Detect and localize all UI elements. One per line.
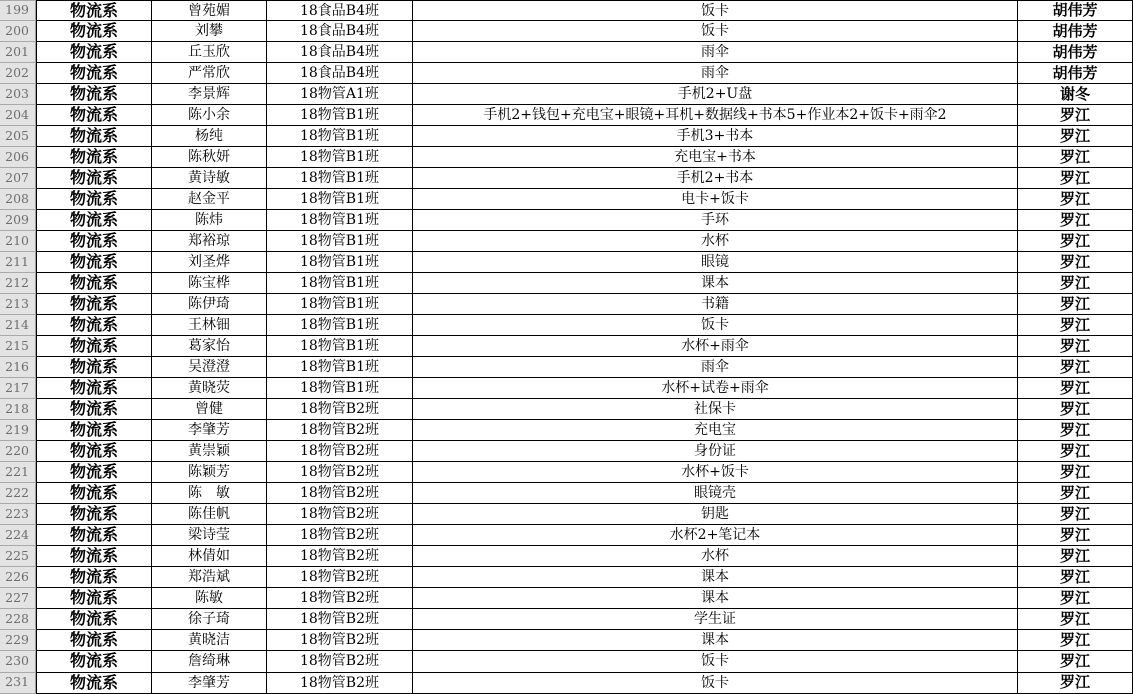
items-cell[interactable]: 水杯2+笔记本	[413, 525, 1018, 546]
dept-cell[interactable]: 物流系	[36, 399, 152, 420]
items-cell[interactable]: 水杯+试卷+雨伞	[413, 378, 1018, 399]
items-cell[interactable]: 水杯+雨伞	[413, 336, 1018, 357]
dept-cell[interactable]: 物流系	[36, 0, 152, 21]
class-cell[interactable]: 18物管B2班	[267, 483, 413, 504]
name-cell[interactable]: 刘圣烨	[152, 252, 267, 273]
items-cell[interactable]: 饭卡	[413, 673, 1018, 694]
handler-cell[interactable]: 罗江	[1018, 673, 1133, 694]
name-cell[interactable]: 李肇芳	[152, 420, 267, 441]
class-cell[interactable]: 18物管B1班	[267, 273, 413, 294]
row-number-cell[interactable]: 218	[0, 399, 36, 420]
name-cell[interactable]: 陈敏	[152, 588, 267, 609]
name-cell[interactable]: 林倩如	[152, 546, 267, 567]
dept-cell[interactable]: 物流系	[36, 630, 152, 651]
class-cell[interactable]: 18物管B1班	[267, 147, 413, 168]
class-cell[interactable]: 18物管B1班	[267, 189, 413, 210]
class-cell[interactable]: 18食品B4班	[267, 63, 413, 84]
dept-cell[interactable]: 物流系	[36, 126, 152, 147]
dept-cell[interactable]: 物流系	[36, 42, 152, 63]
name-cell[interactable]: 陈 敏	[152, 483, 267, 504]
items-cell[interactable]: 充电宝+书本	[413, 147, 1018, 168]
handler-cell[interactable]: 罗江	[1018, 504, 1133, 525]
row-number-cell[interactable]: 228	[0, 609, 36, 630]
class-cell[interactable]: 18物管B1班	[267, 168, 413, 189]
row-number-cell[interactable]: 212	[0, 273, 36, 294]
items-cell[interactable]: 水杯+饭卡	[413, 462, 1018, 483]
handler-cell[interactable]: 罗江	[1018, 168, 1133, 189]
dept-cell[interactable]: 物流系	[36, 504, 152, 525]
name-cell[interactable]: 曾苑媚	[152, 0, 267, 21]
class-cell[interactable]: 18物管B2班	[267, 441, 413, 462]
items-cell[interactable]: 饭卡	[413, 0, 1018, 21]
handler-cell[interactable]: 罗江	[1018, 630, 1133, 651]
row-number-cell[interactable]: 217	[0, 378, 36, 399]
row-number-cell[interactable]: 230	[0, 651, 36, 672]
handler-cell[interactable]: 罗江	[1018, 588, 1133, 609]
row-number-cell[interactable]: 199	[0, 0, 36, 21]
items-cell[interactable]: 手环	[413, 210, 1018, 231]
dept-cell[interactable]: 物流系	[36, 441, 152, 462]
handler-cell[interactable]: 罗江	[1018, 483, 1133, 504]
class-cell[interactable]: 18物管B2班	[267, 673, 413, 694]
dept-cell[interactable]: 物流系	[36, 336, 152, 357]
class-cell[interactable]: 18物管B1班	[267, 252, 413, 273]
items-cell[interactable]: 水杯	[413, 231, 1018, 252]
row-number-cell[interactable]: 225	[0, 546, 36, 567]
row-number-cell[interactable]: 227	[0, 588, 36, 609]
handler-cell[interactable]: 罗江	[1018, 546, 1133, 567]
name-cell[interactable]: 严常欣	[152, 63, 267, 84]
row-number-cell[interactable]: 210	[0, 231, 36, 252]
handler-cell[interactable]: 胡伟芳	[1018, 42, 1133, 63]
name-cell[interactable]: 吴澄澄	[152, 357, 267, 378]
items-cell[interactable]: 学生证	[413, 609, 1018, 630]
row-number-cell[interactable]: 208	[0, 189, 36, 210]
dept-cell[interactable]: 物流系	[36, 673, 152, 694]
row-number-cell[interactable]: 213	[0, 294, 36, 315]
row-number-cell[interactable]: 204	[0, 105, 36, 126]
items-cell[interactable]: 眼镜	[413, 252, 1018, 273]
class-cell[interactable]: 18物管B1班	[267, 210, 413, 231]
handler-cell[interactable]: 罗江	[1018, 420, 1133, 441]
items-cell[interactable]: 手机2+书本	[413, 168, 1018, 189]
handler-cell[interactable]: 罗江	[1018, 273, 1133, 294]
name-cell[interactable]: 陈炜	[152, 210, 267, 231]
handler-cell[interactable]: 罗江	[1018, 651, 1133, 672]
class-cell[interactable]: 18物管A1班	[267, 84, 413, 105]
handler-cell[interactable]: 罗江	[1018, 105, 1133, 126]
dept-cell[interactable]: 物流系	[36, 294, 152, 315]
name-cell[interactable]: 刘攀	[152, 21, 267, 42]
class-cell[interactable]: 18物管B2班	[267, 651, 413, 672]
items-cell[interactable]: 手机2+钱包+充电宝+眼镜+耳机+数据线+书本5+作业本2+饭卡+雨伞2	[413, 105, 1018, 126]
dept-cell[interactable]: 物流系	[36, 525, 152, 546]
row-number-cell[interactable]: 206	[0, 147, 36, 168]
dept-cell[interactable]: 物流系	[36, 546, 152, 567]
handler-cell[interactable]: 罗江	[1018, 315, 1133, 336]
row-number-cell[interactable]: 220	[0, 441, 36, 462]
items-cell[interactable]: 眼镜壳	[413, 483, 1018, 504]
row-number-cell[interactable]: 215	[0, 336, 36, 357]
dept-cell[interactable]: 物流系	[36, 609, 152, 630]
items-cell[interactable]: 课本	[413, 567, 1018, 588]
dept-cell[interactable]: 物流系	[36, 252, 152, 273]
class-cell[interactable]: 18物管B2班	[267, 462, 413, 483]
dept-cell[interactable]: 物流系	[36, 21, 152, 42]
row-number-cell[interactable]: 209	[0, 210, 36, 231]
class-cell[interactable]: 18物管B2班	[267, 588, 413, 609]
handler-cell[interactable]: 罗江	[1018, 357, 1133, 378]
items-cell[interactable]: 手机2+U盘	[413, 84, 1018, 105]
name-cell[interactable]: 李肇芳	[152, 673, 267, 694]
handler-cell[interactable]: 罗江	[1018, 378, 1133, 399]
row-number-cell[interactable]: 202	[0, 63, 36, 84]
class-cell[interactable]: 18物管B1班	[267, 357, 413, 378]
name-cell[interactable]: 赵金平	[152, 189, 267, 210]
row-number-cell[interactable]: 223	[0, 504, 36, 525]
row-number-cell[interactable]: 211	[0, 252, 36, 273]
class-cell[interactable]: 18食品B4班	[267, 0, 413, 21]
row-number-cell[interactable]: 205	[0, 126, 36, 147]
dept-cell[interactable]: 物流系	[36, 231, 152, 252]
handler-cell[interactable]: 谢冬	[1018, 84, 1133, 105]
name-cell[interactable]: 王林钿	[152, 315, 267, 336]
name-cell[interactable]: 陈秋妍	[152, 147, 267, 168]
class-cell[interactable]: 18物管B1班	[267, 315, 413, 336]
items-cell[interactable]: 水杯	[413, 546, 1018, 567]
dept-cell[interactable]: 物流系	[36, 588, 152, 609]
items-cell[interactable]: 充电宝	[413, 420, 1018, 441]
name-cell[interactable]: 杨纯	[152, 126, 267, 147]
handler-cell[interactable]: 罗江	[1018, 399, 1133, 420]
dept-cell[interactable]: 物流系	[36, 651, 152, 672]
dept-cell[interactable]: 物流系	[36, 273, 152, 294]
handler-cell[interactable]: 罗江	[1018, 294, 1133, 315]
items-cell[interactable]: 钥匙	[413, 504, 1018, 525]
name-cell[interactable]: 詹绮琳	[152, 651, 267, 672]
name-cell[interactable]: 陈宝桦	[152, 273, 267, 294]
handler-cell[interactable]: 罗江	[1018, 567, 1133, 588]
handler-cell[interactable]: 胡伟芳	[1018, 21, 1133, 42]
class-cell[interactable]: 18食品B4班	[267, 42, 413, 63]
class-cell[interactable]: 18食品B4班	[267, 21, 413, 42]
name-cell[interactable]: 葛家怡	[152, 336, 267, 357]
dept-cell[interactable]: 物流系	[36, 63, 152, 84]
class-cell[interactable]: 18物管B1班	[267, 231, 413, 252]
row-number-cell[interactable]: 231	[0, 673, 36, 694]
class-cell[interactable]: 18物管B2班	[267, 609, 413, 630]
handler-cell[interactable]: 罗江	[1018, 336, 1133, 357]
dept-cell[interactable]: 物流系	[36, 147, 152, 168]
dept-cell[interactable]: 物流系	[36, 357, 152, 378]
name-cell[interactable]: 郑裕琼	[152, 231, 267, 252]
class-cell[interactable]: 18物管B1班	[267, 126, 413, 147]
handler-cell[interactable]: 罗江	[1018, 147, 1133, 168]
dept-cell[interactable]: 物流系	[36, 378, 152, 399]
handler-cell[interactable]: 罗江	[1018, 441, 1133, 462]
items-cell[interactable]: 身份证	[413, 441, 1018, 462]
row-number-cell[interactable]: 200	[0, 21, 36, 42]
items-cell[interactable]: 雨伞	[413, 42, 1018, 63]
name-cell[interactable]: 黄诗敏	[152, 168, 267, 189]
name-cell[interactable]: 徐子琦	[152, 609, 267, 630]
row-number-cell[interactable]: 226	[0, 567, 36, 588]
dept-cell[interactable]: 物流系	[36, 567, 152, 588]
dept-cell[interactable]: 物流系	[36, 84, 152, 105]
class-cell[interactable]: 18物管B2班	[267, 567, 413, 588]
items-cell[interactable]: 书籍	[413, 294, 1018, 315]
row-number-cell[interactable]: 224	[0, 525, 36, 546]
items-cell[interactable]: 电卡+饭卡	[413, 189, 1018, 210]
handler-cell[interactable]: 罗江	[1018, 210, 1133, 231]
name-cell[interactable]: 梁诗莹	[152, 525, 267, 546]
handler-cell[interactable]: 罗江	[1018, 189, 1133, 210]
items-cell[interactable]: 饭卡	[413, 315, 1018, 336]
dept-cell[interactable]: 物流系	[36, 168, 152, 189]
dept-cell[interactable]: 物流系	[36, 462, 152, 483]
handler-cell[interactable]: 罗江	[1018, 525, 1133, 546]
name-cell[interactable]: 黄晓荧	[152, 378, 267, 399]
row-number-cell[interactable]: 222	[0, 483, 36, 504]
name-cell[interactable]: 李景辉	[152, 84, 267, 105]
handler-cell[interactable]: 罗江	[1018, 609, 1133, 630]
class-cell[interactable]: 18物管B2班	[267, 546, 413, 567]
handler-cell[interactable]: 胡伟芳	[1018, 63, 1133, 84]
name-cell[interactable]: 丘玉欣	[152, 42, 267, 63]
class-cell[interactable]: 18物管B2班	[267, 399, 413, 420]
dept-cell[interactable]: 物流系	[36, 483, 152, 504]
row-number-cell[interactable]: 214	[0, 315, 36, 336]
items-cell[interactable]: 课本	[413, 273, 1018, 294]
row-number-cell[interactable]: 219	[0, 420, 36, 441]
items-cell[interactable]: 手机3+书本	[413, 126, 1018, 147]
class-cell[interactable]: 18物管B2班	[267, 630, 413, 651]
dept-cell[interactable]: 物流系	[36, 105, 152, 126]
name-cell[interactable]: 陈伊琦	[152, 294, 267, 315]
handler-cell[interactable]: 罗江	[1018, 231, 1133, 252]
row-number-cell[interactable]: 216	[0, 357, 36, 378]
name-cell[interactable]: 陈佳帆	[152, 504, 267, 525]
row-number-cell[interactable]: 229	[0, 630, 36, 651]
row-number-cell[interactable]: 207	[0, 168, 36, 189]
name-cell[interactable]: 陈小余	[152, 105, 267, 126]
row-number-cell[interactable]: 203	[0, 84, 36, 105]
name-cell[interactable]: 黄崇颖	[152, 441, 267, 462]
class-cell[interactable]: 18物管B1班	[267, 294, 413, 315]
class-cell[interactable]: 18物管B1班	[267, 378, 413, 399]
class-cell[interactable]: 18物管B1班	[267, 105, 413, 126]
class-cell[interactable]: 18物管B1班	[267, 336, 413, 357]
items-cell[interactable]: 饭卡	[413, 21, 1018, 42]
dept-cell[interactable]: 物流系	[36, 189, 152, 210]
dept-cell[interactable]: 物流系	[36, 420, 152, 441]
name-cell[interactable]: 陈颖芳	[152, 462, 267, 483]
handler-cell[interactable]: 罗江	[1018, 252, 1133, 273]
name-cell[interactable]: 曾健	[152, 399, 267, 420]
dept-cell[interactable]: 物流系	[36, 210, 152, 231]
items-cell[interactable]: 社保卡	[413, 399, 1018, 420]
dept-cell[interactable]: 物流系	[36, 315, 152, 336]
items-cell[interactable]: 雨伞	[413, 63, 1018, 84]
items-cell[interactable]: 饭卡	[413, 651, 1018, 672]
class-cell[interactable]: 18物管B2班	[267, 525, 413, 546]
items-cell[interactable]: 课本	[413, 630, 1018, 651]
class-cell[interactable]: 18物管B2班	[267, 504, 413, 525]
class-cell[interactable]: 18物管B2班	[267, 420, 413, 441]
name-cell[interactable]: 黄晓洁	[152, 630, 267, 651]
handler-cell[interactable]: 胡伟芳	[1018, 0, 1133, 21]
row-number-cell[interactable]: 201	[0, 42, 36, 63]
items-cell[interactable]: 课本	[413, 588, 1018, 609]
handler-cell[interactable]: 罗江	[1018, 462, 1133, 483]
row-number-cell[interactable]: 221	[0, 462, 36, 483]
name-cell[interactable]: 郑浩斌	[152, 567, 267, 588]
items-cell[interactable]: 雨伞	[413, 357, 1018, 378]
handler-cell[interactable]: 罗江	[1018, 126, 1133, 147]
